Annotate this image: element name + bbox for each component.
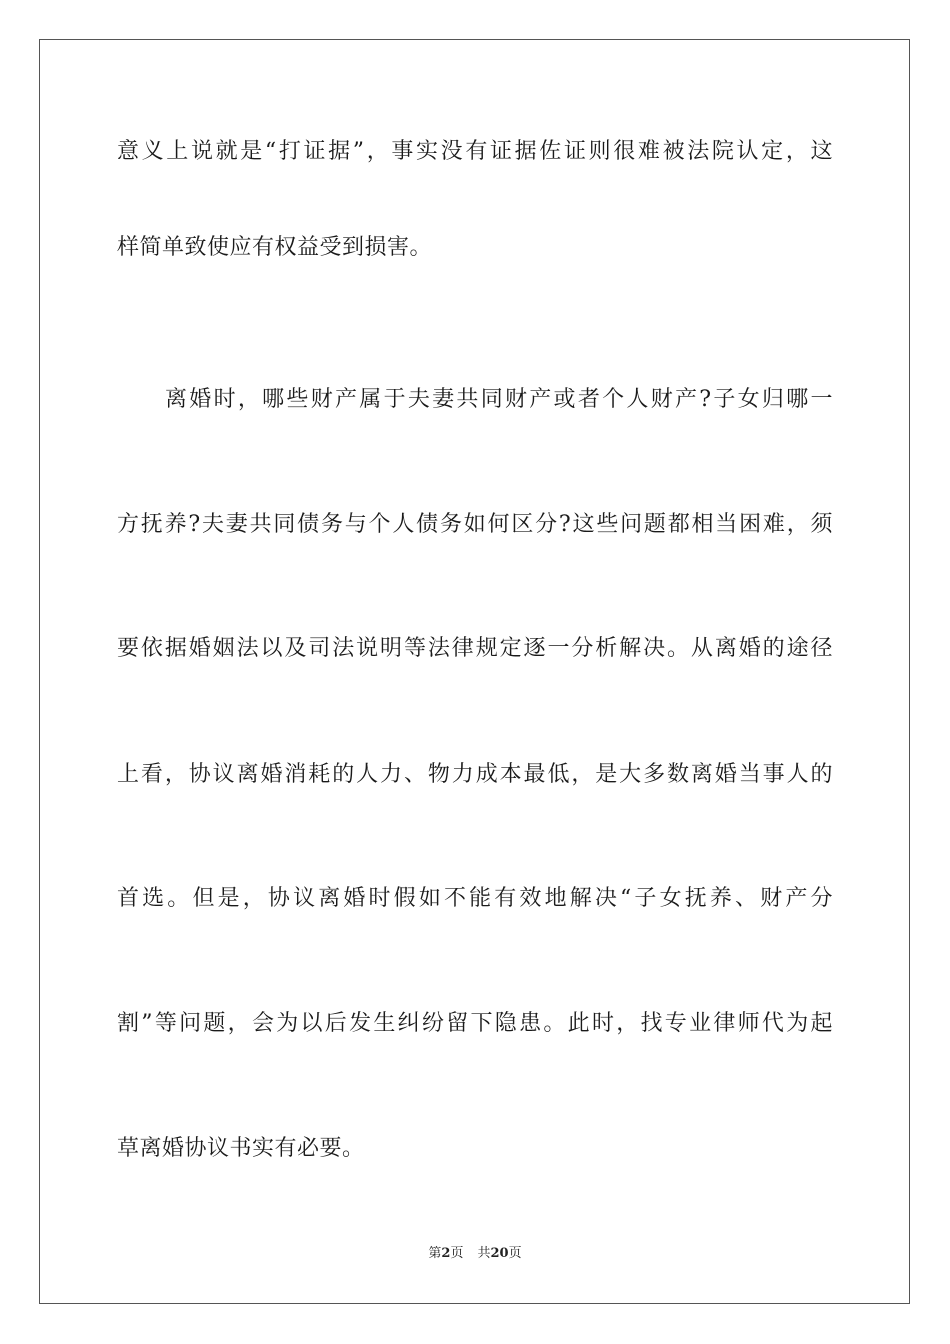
paragraph-line-7: 首选。但是，协议离婚时假如不能有效地解决“子女抚养、财产分 — [117, 886, 833, 911]
footer-total-suffix: 页 — [508, 1246, 522, 1261]
paragraph-line-5: 要依据婚姻法以及司法说明等法律规定逐一分析解决。从离婚的途径 — [117, 636, 833, 661]
page-border — [39, 39, 910, 1304]
paragraph-line-6: 上看，协议离婚消耗的人力、物力成本最低，是大多数离婚当事人的 — [117, 762, 833, 787]
footer-page-suffix: 页 — [450, 1246, 464, 1261]
paragraph-line-8: 割”等问题，会为以后发生纠纷留下隐患。此时，找专业律师代为起 — [117, 1011, 833, 1036]
paragraph-line-2: 样简单致使应有权益受到损害。 — [117, 235, 433, 260]
footer-page-number: 2 — [441, 1246, 451, 1261]
paragraph-line-4: 方抚养?夫妻共同债务与个人债务如何区分?这些问题都相当困难，须 — [117, 512, 833, 537]
paragraph-line-1: 意义上说就是“打证据”，事实没有证据佐证则很难被法院认定，这 — [117, 139, 833, 164]
paragraph-line-9: 草离婚协议书实有必要。 — [117, 1136, 365, 1161]
footer-total-prefix: 共 — [477, 1246, 491, 1261]
footer-total-pages: 20 — [490, 1246, 509, 1261]
footer-page-prefix: 第 — [428, 1246, 442, 1261]
paragraph-line-3: 离婚时，哪些财产属于夫妻共同财产或者个人财产?子女归哪一 — [165, 387, 833, 412]
page-footer — [0, 1245, 950, 1263]
